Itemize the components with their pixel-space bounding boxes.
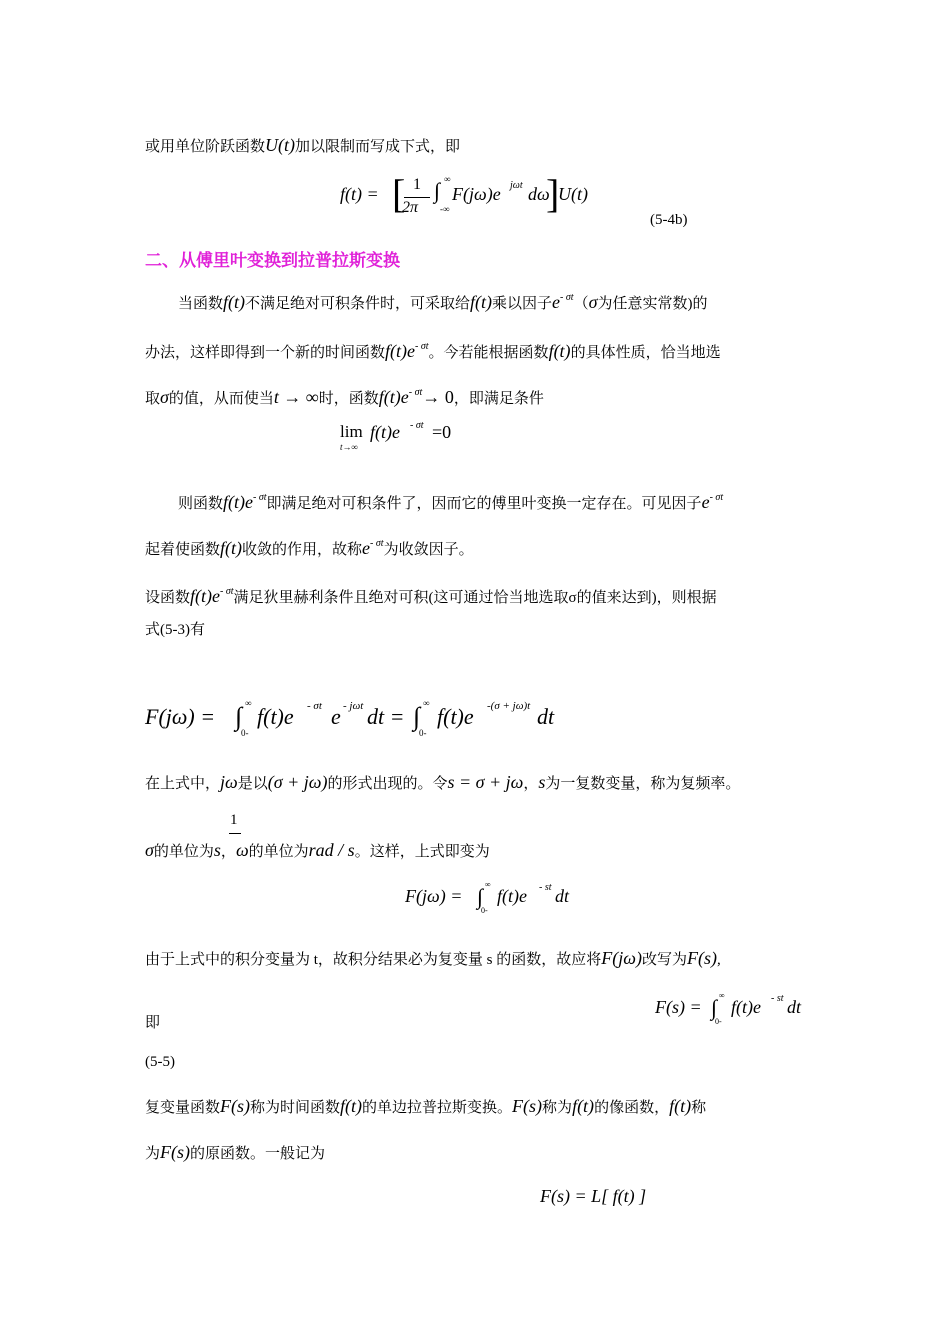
text: （ [573, 296, 589, 312]
math-exp: - σt [709, 492, 724, 503]
equation-limit [340, 422, 500, 456]
text: 复变量函数 [145, 1100, 221, 1116]
math-s: s [213, 840, 221, 860]
text: 设函数 [145, 590, 191, 606]
frac-numerator: 1 [413, 176, 421, 193]
math-f-t-e: f(t)e [223, 492, 253, 512]
math-f-t-e: f(t)e [370, 422, 400, 442]
int-upper: ∞ [245, 698, 252, 708]
math-U-t: U(t) [265, 135, 296, 155]
text: 或用单位阶跃函数 [145, 139, 266, 155]
math-e: e [552, 292, 561, 312]
math-sigma: σ [588, 292, 598, 312]
text: 不满足绝对可积条件时，可采取给 [245, 296, 471, 312]
text: 收敛的作用，故称 [242, 542, 363, 558]
text-line-10 [145, 840, 490, 862]
text: 的值，从而使当 [168, 391, 274, 407]
equation-5-4b [340, 172, 660, 222]
math-arrow-zero: → 0 [422, 387, 454, 407]
text-line-11 [145, 948, 721, 970]
equation-5-5 [655, 991, 815, 1029]
math-f-t: f(t) [669, 1096, 692, 1116]
int-upper: ∞ [719, 991, 725, 1000]
math-jomega: jω [220, 772, 238, 792]
eq-rhs: =0 [432, 422, 452, 442]
equation-laplace-notation: F(s) = L[ f(t) ] [540, 1186, 647, 1206]
int-upper: ∞ [423, 698, 430, 708]
text: 为一复数变量，称为复频率。 [545, 776, 741, 792]
text: 取 [145, 391, 161, 407]
math-limit: t → ∞ [273, 387, 319, 407]
eq-exponent: jωt [510, 180, 523, 191]
eq-exp: - st [539, 882, 552, 893]
math-exp: - σt [415, 341, 429, 352]
text: 的原函数。一般记为 [190, 1146, 326, 1162]
text: 时，函数 [318, 391, 379, 407]
text: 。这样，上式即变为 [354, 844, 490, 860]
right-bracket: ] [546, 171, 560, 216]
frac-denominator: 2π [402, 199, 419, 216]
eq-rhs: f(t)e [437, 704, 474, 729]
text: 的形式出现的。令 [327, 776, 448, 792]
integral-sign: ∫ [711, 995, 718, 1020]
text: 是以 [237, 776, 268, 792]
text-line-2 [178, 288, 708, 314]
eq-lhs: F(s) = [655, 997, 702, 1017]
text: 的单位为 [153, 844, 214, 860]
integral-sign: ∫ [477, 884, 484, 909]
math-F-s: F(s) [512, 1096, 543, 1116]
math-e: e [362, 538, 371, 558]
equation-label-5-5: (5-5) [145, 1054, 175, 1070]
math-sigma-plus-jw: (σ + jω) [267, 772, 328, 792]
eq-dt2: dt [537, 704, 555, 729]
math-exp: - σt [560, 292, 574, 303]
lim-sub: t→∞ [340, 442, 358, 452]
eq-e2: e [331, 704, 341, 729]
text: 乘以因子 [492, 296, 553, 312]
text: ，即满足条件 [453, 391, 544, 407]
math-rad-s: rad / s [308, 840, 355, 860]
math-F-s: F(s) [686, 948, 717, 968]
int-lower: 0- [241, 728, 249, 738]
math-s-def: s = σ + jω [447, 772, 524, 792]
eq-dw: dω [528, 184, 550, 204]
math-f-t: f(t) [340, 1096, 363, 1116]
text: ， [220, 844, 236, 860]
section-heading: 二、从傅里叶变换到拉普拉斯变换 [145, 251, 400, 270]
text: 的具体性质，恰当地选 [570, 345, 721, 361]
eq-exp2: - jωt [343, 700, 364, 712]
frac-line [404, 197, 430, 198]
math-F-jw: F(jω) [601, 948, 642, 968]
math-sigma: σ [145, 840, 154, 860]
text: 即满足绝对可积条件了，因而它的傅里叶变换一定存在。可见因子 [266, 496, 702, 512]
text-line-13 [145, 1096, 706, 1118]
equation-fjw-laplace-form [405, 882, 605, 916]
math-exp: - σt [410, 420, 424, 431]
math-f-t: f(t) [223, 292, 246, 312]
text: 满足狄里赫利条件且绝对可积(这可通过恰当地选取σ的值来达到)，则根据 [233, 590, 717, 606]
int-lower: 0- [715, 1017, 722, 1026]
text: 称 [691, 1100, 707, 1116]
frac-line [229, 833, 241, 834]
left-bracket: [ [392, 171, 406, 216]
text: 称为 [542, 1100, 573, 1116]
text: 当函数 [178, 296, 224, 312]
text: 称为时间函数 [250, 1100, 341, 1116]
text-line-1 [145, 135, 460, 157]
int-lower: 0- [481, 906, 488, 915]
integral-sign: ∫ [413, 702, 421, 731]
eq-exp: - st [771, 993, 784, 1004]
math-f-t-e: f(t)e [190, 586, 220, 606]
math-f-t: f(t) [220, 538, 243, 558]
text: 起着使函数 [145, 542, 221, 558]
text-line-6 [145, 534, 474, 560]
integral-sign: ∫ [434, 178, 441, 203]
text: 由于上式中的积分变量为 t，故积分结果必为复变量 s 的函数，故应将 [145, 952, 602, 968]
int-lower: 0- [419, 728, 427, 738]
text: 加以限制而写成下式，即 [295, 139, 461, 155]
math-exp: - σt [370, 538, 384, 549]
text-line-7 [145, 582, 717, 608]
text-line-8: 式(5-3)有 [145, 622, 205, 638]
int-lower: -∞ [440, 204, 450, 214]
eq-dt: dt [787, 997, 802, 1017]
eq-dt: dt [555, 886, 570, 906]
integral-sign: ∫ [235, 702, 243, 731]
text: 则函数 [178, 496, 224, 512]
text: 改写为 [641, 952, 687, 968]
math-f-t-e: f(t)e [378, 387, 409, 407]
math-exp: - σt [408, 387, 423, 398]
equation-fourier-of-damped [145, 700, 605, 740]
frac-one: 1 [230, 812, 238, 828]
eq-lhs: F(jω) = [145, 704, 216, 729]
math-f-t: f(t) [572, 1096, 595, 1116]
int-upper: ∞ [444, 174, 451, 184]
int-upper: ∞ [485, 880, 491, 889]
math-omega: ω [235, 840, 249, 860]
text-line-14 [145, 1142, 325, 1164]
text: 为 [145, 1146, 161, 1162]
text-line-3 [145, 337, 721, 363]
eq-lhs: F(jω) = [405, 886, 463, 906]
math-f-t-e: f(t)e [385, 341, 415, 361]
eq-body: f(t)e [497, 886, 527, 906]
math-f-t: f(t) [470, 292, 493, 312]
text: 。今若能根据函数 [428, 345, 549, 361]
text-line-9 [145, 772, 740, 794]
text-line-12: 即 [145, 1015, 161, 1031]
eq-body: F(jω)e [452, 184, 501, 204]
text-line-4 [145, 383, 544, 409]
eq-dt: dt = [367, 704, 405, 729]
eq-exp3: -(σ + jω)t [487, 700, 531, 712]
equation-label-5-4b: (5-4b) [650, 212, 688, 228]
lim: lim [340, 422, 363, 441]
eq-mid: f(t)e [257, 704, 294, 729]
math-F-s: F(s) [220, 1096, 251, 1116]
math-exp: - σt [253, 492, 267, 503]
text: 的像函数， [594, 1100, 670, 1116]
eq-lhs: f(t) = [340, 184, 379, 204]
text: ， [523, 776, 539, 792]
math-s: s [538, 772, 546, 792]
text: , [716, 952, 721, 968]
eq-body: f(t)e [731, 997, 761, 1017]
math-e: e [701, 492, 710, 512]
text: 办法，这样即得到一个新的时间函数 [145, 345, 386, 361]
text-line-5 [178, 488, 723, 514]
text: 为收敛因子。 [383, 542, 474, 558]
math-sigma: σ [160, 387, 169, 407]
math-F-s: F(s) [160, 1142, 191, 1162]
math-f-t: f(t) [548, 341, 571, 361]
eq-exp1: - σt [307, 700, 322, 712]
math-exp: - σt [220, 586, 234, 597]
text: 为任意实常数)的 [597, 296, 708, 312]
text: 在上式中， [145, 776, 221, 792]
text: 的单边拉普拉斯变换。 [362, 1100, 513, 1116]
text: 的单位为 [248, 844, 309, 860]
eq-U: U(t) [558, 184, 588, 204]
